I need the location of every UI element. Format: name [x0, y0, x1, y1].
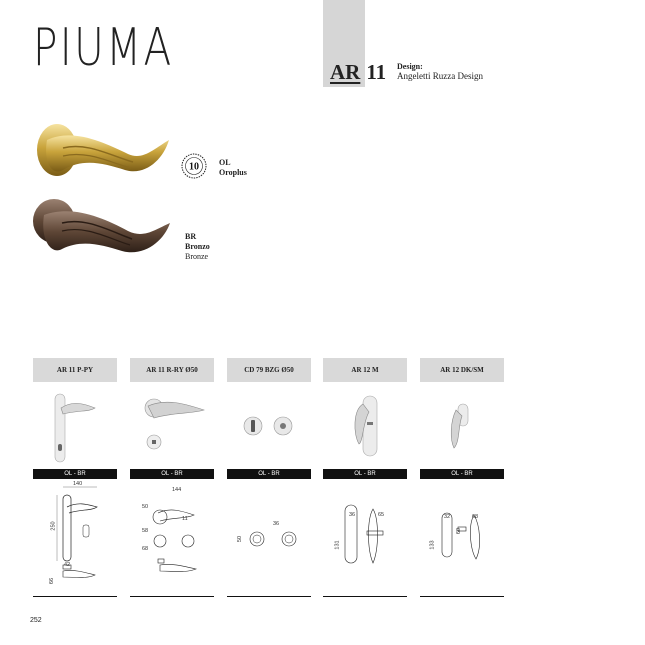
- product-photo: [227, 382, 311, 464]
- dimension-label: 50: [142, 504, 149, 510]
- dimension-label: 133: [429, 540, 436, 550]
- finish-code: BR: [185, 232, 197, 241]
- technical-drawing: [420, 479, 504, 591]
- dimension-label: 140: [73, 481, 83, 487]
- product-title: CD 79 BZG Ø50: [227, 358, 311, 382]
- dimension-label: 50: [237, 535, 244, 543]
- product-photo: [130, 382, 214, 464]
- technical-drawing: [33, 479, 117, 591]
- finish-code: OL: [219, 158, 231, 167]
- finish-oroplus: [219, 158, 247, 178]
- finish-bar: OL - BR: [33, 469, 117, 479]
- finish-bar: OL - BR: [227, 469, 311, 479]
- technical-drawing: [130, 479, 214, 591]
- dimension-label: 60: [456, 527, 463, 535]
- brand-title: PIUMA: [33, 18, 174, 78]
- product-photo: [420, 382, 504, 464]
- dimension-label: 42: [64, 562, 71, 568]
- dimension-label: 65: [378, 512, 385, 518]
- product-photo: [323, 382, 407, 464]
- finish-bronzo: [185, 232, 210, 262]
- product-column-ar12-dk-sm: [420, 358, 504, 597]
- product-column-ar11-p-py: [33, 358, 117, 597]
- code-prefix: AR: [330, 60, 361, 84]
- dimension-label: 36: [273, 521, 280, 527]
- product-title: AR 11 P-PY: [33, 358, 117, 382]
- column-divider: [227, 596, 311, 597]
- designer-name: Angeletti Ruzza Design: [397, 71, 483, 81]
- dimension-label: 68: [472, 514, 479, 520]
- technical-drawing: [323, 479, 407, 591]
- design-label: Design:: [397, 62, 423, 71]
- dimension-label: 11: [182, 516, 188, 522]
- product-photo: [33, 382, 117, 464]
- product-column-ar11-r-ry: [130, 358, 214, 597]
- product-title: AR 11 R-RY Ø50: [130, 358, 214, 382]
- product-title: AR 12 M: [323, 358, 407, 382]
- finish-name: Oroplus: [219, 168, 247, 177]
- dimension-label: 66: [49, 577, 56, 585]
- dimension-label: 32: [444, 514, 451, 520]
- dimension-label: 250: [50, 521, 57, 531]
- warranty-badge-icon: [181, 153, 207, 179]
- product-title: AR 12 DK/SM: [420, 358, 504, 382]
- finish-name-english: Bronze: [185, 252, 209, 261]
- warranty-badge-number: 10: [189, 161, 199, 173]
- finish-name: Bronzo: [185, 242, 210, 251]
- page-number: 252: [30, 617, 42, 624]
- dimension-label: 144: [172, 487, 182, 493]
- dimension-label: 58: [142, 528, 149, 534]
- finish-bar: OL - BR: [323, 469, 407, 479]
- column-divider: [130, 596, 214, 597]
- dimension-label: 68: [142, 546, 149, 552]
- product-column-cd79-bzg: [227, 358, 311, 597]
- product-column-ar12-m: [323, 358, 407, 597]
- dimension-label: 131: [334, 540, 341, 550]
- dimension-label: 36: [349, 512, 356, 518]
- code-number: 11: [366, 60, 387, 84]
- product-code: [330, 60, 386, 85]
- column-divider: [323, 596, 407, 597]
- handle-bronzo-image: [30, 195, 175, 267]
- column-divider: [33, 596, 117, 597]
- finish-bar: OL - BR: [130, 469, 214, 479]
- finish-bar: OL - BR: [420, 469, 504, 479]
- handle-oroplus-image: [33, 118, 173, 190]
- column-divider: [420, 596, 504, 597]
